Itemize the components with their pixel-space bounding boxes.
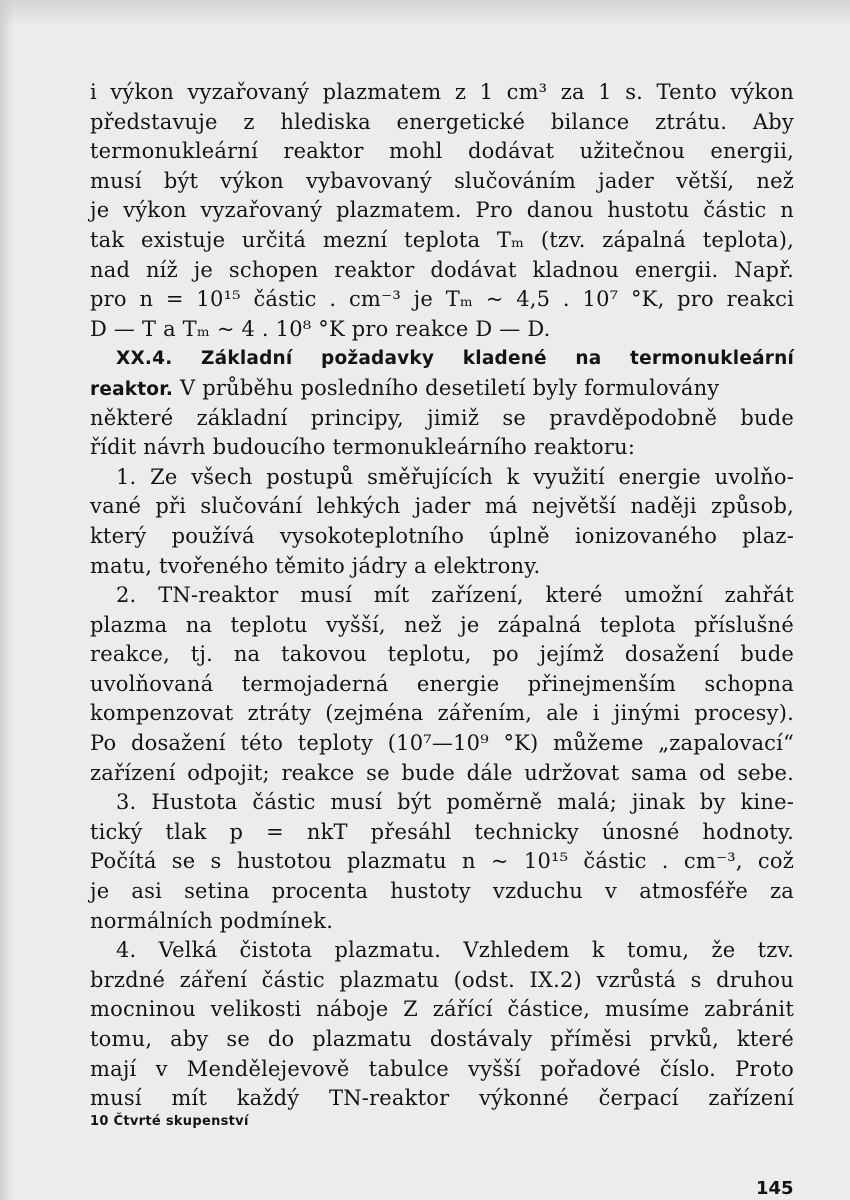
list-item-2: 2. TN-reaktor musí mít zařízení, které umožní zahřát (116, 583, 794, 608)
text-line: reakce, tj. na takovou teplotu, po jejímž dosažení bude (90, 642, 794, 667)
body-text (90, 78, 794, 1114)
text-line: musí být výkon vybavovaný slučováním jader větší, než (90, 168, 794, 193)
text-line: vané při slučování lehkých jader má největší naději způsob, (90, 494, 794, 519)
section-heading-end: reaktor. (90, 378, 174, 400)
text-line: Počítá se s hustotou plazmatu n ~ 10¹⁵ částic . cm⁻³, což (90, 849, 794, 874)
text-line: zařízení odpojit; reakce se bude dále udržovat sama od sebe. (90, 760, 794, 785)
list-item-1: 1. Ze všech postupů směřujících k využití energie uvolňo- (116, 464, 794, 489)
text-line: D — T a Tₘ ~ 4 . 10⁸ °K pro reakce D — D. (90, 316, 551, 341)
text-line: některé základní principy, jimiž se pravděpodobně bude (90, 405, 794, 430)
text-line: který používá vysokoteplotního úplně ionizovaného plaz- (90, 523, 794, 548)
text-line: představuje z hlediska energetické bilance ztrátu. Aby (90, 109, 794, 134)
text-line: nad níž je schopen reaktor dodávat kladnou energii. Např. (90, 257, 794, 282)
list-item-3: 3. Hustota částic musí být poměrně malá; jinak by kine- (116, 790, 794, 815)
text-line: plazma na teplotu vyšší, než je zápalná teplota příslušné (90, 612, 794, 637)
text-line: termonukleární reaktor mohl dodávat užitečnou energii, (90, 139, 794, 164)
text-line: je výkon vyzařovaný plazmatem. Pro danou hustotu částic n (90, 198, 794, 223)
signature-mark: 10 Čtvrté skupenství (90, 1114, 249, 1129)
text-line: tomu, aby se do plazmatu dostávaly příměsi prvků, které (90, 1027, 794, 1051)
section-heading-continuation (90, 374, 794, 404)
text-line: matu, tvořeného těmito jádry a elektrony. (90, 553, 541, 578)
text-line: mají v Mendělejevově tabulce vyšší pořadové číslo. Proto (90, 1056, 794, 1081)
text-line: brzdné záření částic plazmatu (odst. IX.2) vzrůstá s druhou (90, 967, 794, 992)
text-line: tak existuje určitá mezní teplota Tₘ (tzv. zápalná teplota), (90, 227, 794, 252)
list-item-4: 4. Velká čistota plazmatu. Vzhledem k tomu, že tzv. (116, 938, 794, 963)
page-number: 145 (756, 1178, 794, 1199)
text-line: musí mít každý TN-reaktor výkonné čerpací zařízení (90, 1086, 794, 1111)
text-line: je asi setina procenta hustoty vzduchu v atmosféře za (90, 879, 794, 904)
section-heading: XX.4. Základní požadavky kladené na termonukleární (116, 348, 794, 370)
text-line: tický tlak p = nkT přesáhl technicky únosné hodnoty. (90, 819, 794, 844)
text-line: uvolňovaná termojaderná energie přinejmenším schopna (90, 671, 794, 696)
text-line: pro n = 10¹⁵ částic . cm⁻³ je Tₘ ~ 4,5 . 10⁷ °K, pro reakci (90, 287, 794, 312)
text-line: řídit návrh budoucího termonukleárního reaktoru: (90, 435, 636, 460)
scan-edge-shadow-left (0, 0, 14, 1200)
text-line: i výkon vyzařovaný plazmatem z 1 cm³ za 1 s. Tento výkon (90, 80, 794, 104)
text-line: mocninou velikosti náboje Z zářící částice, musíme zabránit (90, 997, 794, 1022)
text-line: Po dosažení této teploty (10⁷—10⁹ °K) můžeme „zapalovací“ (90, 731, 794, 756)
text-line: kompenzovat ztráty (zejména zářením, ale i jinými procesy). (90, 701, 794, 726)
text-line: V průběhu posledního desetiletí byly formulovány (173, 375, 720, 400)
text-line: normálních podmínek. (90, 908, 334, 933)
scan-edge-shadow-top (0, 0, 850, 26)
